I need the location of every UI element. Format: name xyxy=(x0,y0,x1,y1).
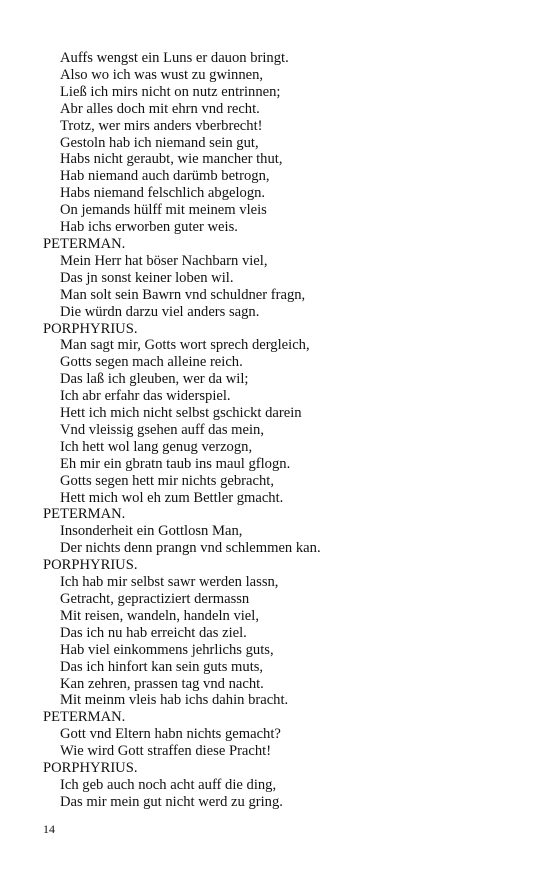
verse-line: Kan zehren, prassen tag vnd nacht. xyxy=(60,675,264,692)
verse-line: Abr alles doch mit ehrn vnd recht. xyxy=(60,100,260,117)
verse-line: Trotz, wer mirs anders vberbrecht! xyxy=(60,117,263,134)
verse-line: Gott vnd Eltern habn nichts gemacht? xyxy=(60,726,281,743)
verse-line: Ich abr erfahr das widerspiel. xyxy=(60,388,231,405)
verse-line: Das laß ich gleuben, wer da wil; xyxy=(60,371,249,388)
verse-line: Ließ ich mirs nicht on nutz entrinnen; xyxy=(60,83,281,100)
verse-line: Das mir mein gut nicht werd zu gring. xyxy=(60,793,283,810)
verse-line: Hett ich mich nicht selbst gschickt darein xyxy=(60,405,302,422)
verse-text-block xyxy=(43,50,523,811)
page-number: 14 xyxy=(43,822,55,836)
verse-line: Eh mir ein gbratn taub ins maul gflogn. xyxy=(60,455,291,472)
speaker-name: PETERMAN. xyxy=(43,506,126,523)
verse-line: Insonderheit ein Gottlosn Man, xyxy=(60,523,243,540)
page-body xyxy=(43,50,523,811)
verse-line: Habs nicht geraubt, wie mancher thut, xyxy=(60,151,283,168)
verse-line: Ich hett wol lang genug verzogn, xyxy=(60,438,253,455)
speaker-name: PETERMAN. xyxy=(43,709,126,726)
verse-line: Also wo ich was wust zu gwinnen, xyxy=(60,66,264,83)
verse-line: Man sagt mir, Gotts wort sprech dergleich, xyxy=(60,337,310,354)
verse-line: Hab viel einkommens jehrlichs guts, xyxy=(60,641,274,658)
verse-line: Mein Herr hat böser Nachbarn viel, xyxy=(60,252,268,269)
verse-line: Wie wird Gott straffen diese Pracht! xyxy=(60,743,272,760)
verse-line: Habs niemand felschlich abgelogn. xyxy=(60,185,266,202)
speaker-name: PETERMAN. xyxy=(43,235,126,252)
verse-line: Ich hab mir selbst sawr werden lassn, xyxy=(60,574,279,591)
verse-line: Das ich hinfort kan sein guts muts, xyxy=(60,658,264,675)
verse-line: Ich geb auch noch acht auff die ding, xyxy=(60,776,277,793)
verse-line: Vnd vleissig gsehen auff das mein, xyxy=(60,421,265,438)
verse-line: Das ich nu hab erreicht das ziel. xyxy=(60,624,247,641)
verse-line: Hab ichs erworben guter weis. xyxy=(60,219,238,236)
verse-line: Hab niemand auch darümb betrogn, xyxy=(60,168,270,185)
verse-line: On jemands hülff mit meinem vleis xyxy=(60,202,267,219)
speaker-name: PORPHYRIUS. xyxy=(43,320,138,337)
verse-line: Getracht, gepractiziert dermassn xyxy=(60,591,250,607)
speaker-name: PORPHYRIUS. xyxy=(43,557,138,574)
verse-line: Man solt sein Bawrn vnd schuldner fragn, xyxy=(60,286,306,303)
speaker-name: PORPHYRIUS. xyxy=(43,760,138,777)
verse-line: Die würdn darzu viel anders sagn. xyxy=(60,303,260,320)
verse-line: Der nichts denn prangn vnd schlemmen kan. xyxy=(60,540,321,557)
verse-line: Gotts segen mach alleine reich. xyxy=(60,354,243,371)
verse-line: Gotts segen hett mir nichts gebracht, xyxy=(60,472,274,489)
verse-line: Auffs wengst ein Luns er dauon bringt. xyxy=(60,50,289,66)
verse-line: Gestoln hab ich niemand sein gut, xyxy=(60,134,259,151)
verse-line: Hett mich wol eh zum Bettler gmacht. xyxy=(60,489,284,506)
verse-line: Mit meinm vleis hab ichs dahin bracht. xyxy=(60,692,289,709)
verse-line: Das jn sonst keiner loben wil. xyxy=(60,269,234,286)
verse-line: Mit reisen, wandeln, handeln viel, xyxy=(60,607,259,624)
